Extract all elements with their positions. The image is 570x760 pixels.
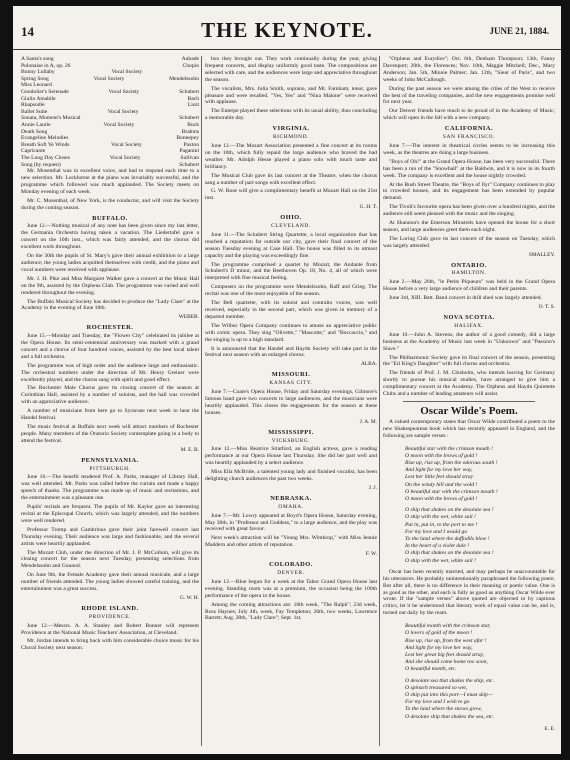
programme-piece: Sonata, Moment's Musical xyxy=(21,115,81,122)
paragraph: The music festival at Buffalo next week will attract numbers of Rochester people. Many members of the Oratorio Society contemplate going in a body to attend the festival. xyxy=(21,424,199,444)
programme-row xyxy=(21,69,199,76)
programme-piece: Death Song xyxy=(21,128,48,135)
correspondent-signature: J. A. M. xyxy=(359,418,377,425)
masthead xyxy=(13,10,561,50)
programme-row xyxy=(21,135,199,142)
poem-line: Beautiful star with the crimson mouth ! xyxy=(405,445,493,452)
section-heading: MISSISSIPPI. xyxy=(268,428,314,436)
programme-performer: Vocal Society xyxy=(107,108,139,115)
paragraph: Composers on the programme were Mendelssohn, Raff and Grieg. The recital was one of the most enjoyable of the season. xyxy=(205,284,377,298)
paragraph: On the 30th the pupils of St. Mary's gave their annual exhibition to a large audience; the young ladies acquitted themselves with credit, and the piano and vocal numbers were received with applause. xyxy=(21,253,199,273)
poem-line: And she should come home too soon, xyxy=(405,659,488,666)
paragraph: June 2.—May 26th, "le Petits Piqueurs" was held in the Grand Opera House before a very large audience of children and their parents. xyxy=(383,279,555,293)
paragraph: June 10.—John A. Stevens, the author of a good comedy, did a large business at the Academy of Music last week in "Unknown" and "Passion's Slave." xyxy=(383,331,555,352)
programme-performer xyxy=(68,135,176,142)
paragraph: The programme comprised a quartet by Mozart, the Andante from Schubert's D minor, and the Beethoven Op. 18, No. 4, all of which were interpreted with fine musical feeling. xyxy=(205,261,377,282)
city-heading: HAMILTON. xyxy=(451,270,487,277)
paragraph: June 7.—Mr. Lowry appeared at Boyd's Opera House, Saturday evening, May 30th, in "Professor and Goddess," to a large audience, and the play was received with great favour. xyxy=(205,512,377,533)
paragraph: The Loring Club gave its last concert of the season on Tuesday, which was largely attended. xyxy=(383,235,555,249)
newspaper-page xyxy=(13,6,561,754)
correspondent-signature: G. W. H. xyxy=(179,594,199,601)
city-heading: RICHMOND. xyxy=(272,134,310,141)
programme-piece: Gondolier's Serenade xyxy=(21,88,69,95)
paragraph: The Tivoli's favourite opera has been given over a hundred nights, and the audience still seem pleased with the music and the singing. xyxy=(383,204,555,218)
programme-row xyxy=(21,89,199,96)
programme-composer: Paxton xyxy=(183,141,199,148)
column-3 xyxy=(383,56,555,746)
section-heading: RHODE ISLAND. xyxy=(81,604,139,612)
poem-line: O ship that shakes on the desolate sea ! xyxy=(405,507,494,514)
paragraph: The vocalists, Mrs. Julia Smith, soprano, and Mr. Farnham, tenor, gave pleasure and were recalled. "Yes, Yes" and "Nina Malone" were received with applause. xyxy=(205,85,377,106)
section-heading: VIRGINIA. xyxy=(272,125,310,133)
continued-text xyxy=(383,56,555,122)
correspondent-signature: G. H. T. xyxy=(359,204,377,211)
paragraph: The friends of Prof. J. M. Chisholm, who intends leaving for Germany shortly to pursue his musical studies, have arranged to give him a complimentary concert at the Academy. The Orpheus and Haydn Quintette Clubs and a number of leading amateurs will assist. xyxy=(383,370,555,398)
paragraph: The Rochester Male Chorus gave its closing concert of the season at Corinthian Hall, assisted by a number of soloists, and the hall was crowded with an appreciative audience. xyxy=(21,385,199,406)
paragraph: Mr. J. H. Pike and Miss Margaret Walker gave a concert at the Music Hall on the 9th, assisted by the Orpheus Club. The programme was varied and well rendered throughout the evening. xyxy=(21,275,199,296)
paragraph: Pupils' recitals are frequent. The pupils of Mr. Kaylor gave an interesting recital at the Episcopal Church, which was largely attended, and the numbers were well rendered. xyxy=(21,504,199,524)
section-rule xyxy=(403,401,535,402)
paragraph: June 12.—Messrs. A. A. Stanley and Robert Bonner will represent Providence at the National Music Teachers' Association, at Cleveland. xyxy=(21,622,199,636)
paragraph: June 12.—Miss Beatrice Stratford, an English actress, gave a reading performance at our Opera House last Thursday. She did her part well and was heartily applauded by a select audience. xyxy=(205,446,377,467)
programme-composer: Bach xyxy=(187,95,199,102)
poem-line: To the land where the daffodils blow ! xyxy=(405,536,490,543)
column-2 xyxy=(205,56,377,746)
programme-composer: Aubade xyxy=(181,56,199,62)
city-heading: PROVIDENCE. xyxy=(88,613,132,620)
paragraph: "Orpheus and Eurydice"; Oct. 6th, Denham Thompson; 13th, Fanny Davenport; 20th, the Florences; Nov. 10th, Maggie Mitchell; Dec., Mary Anderson; Jan. 5th, Minnie Palmer; Jan. 12th, "Sieur of Paris", and two weeks of John McCullough. xyxy=(383,56,555,83)
paragraph: box they brought out. They work continually during the year, giving frequent concerts, and display uniformly good taste. The compositions are selected with care, and the audiences were large and appreciative throughout the season. xyxy=(205,56,377,83)
programme-composer: Paganini xyxy=(179,148,199,155)
programme-notes xyxy=(21,168,199,211)
programme-composer: Schubert xyxy=(179,115,199,122)
paragraph: The Euterpe played these selections with its usual ability, thus concluding a memorable day. xyxy=(205,108,377,122)
poem-line: And light for my love her way, xyxy=(405,467,473,474)
paragraph: Miss Ella McBride, a talented young lady and finished vocalist, has been delighting church audiences the past two weeks. xyxy=(205,469,377,483)
paragraph: Among the coming attractions are: 16th week, "The Ralph"; 23d week, Ross Haynes; July 4th, week, Fay Templeton; 26th, two weeks, Lawrence Barrett; Aug. 28th, "Lady Clare"; Sept. 1st. xyxy=(205,601,377,622)
city-heading: SAN FRANCISCO. xyxy=(442,134,496,141)
programme-performer xyxy=(81,115,180,122)
programme-composer: Liszt xyxy=(187,102,199,109)
programme-row xyxy=(21,129,199,136)
programme-performer xyxy=(45,102,188,109)
paragraph: Next week's attraction will be "Young Mrs. Winthrop," with Miss Jennie Maddern and other artists of reputation. xyxy=(205,535,377,549)
programme-composer: Chopin xyxy=(182,62,199,69)
paragraph: Mr. Jordan intends to bring back with him considerable choice music for his Choral Society next season. xyxy=(21,638,199,652)
programme-piece: Giulio Amabile xyxy=(21,95,56,102)
poem-line: Rise up, rise up, from the odorous south ! xyxy=(405,460,498,466)
programme-composer: Brahms xyxy=(181,128,199,135)
poem-line: O desolate sea that shakes the ship, etc. xyxy=(405,677,495,684)
programme-performer xyxy=(45,148,179,155)
section-pennsylvania xyxy=(21,458,199,602)
programme-piece: Capricante xyxy=(21,148,46,155)
programme-row xyxy=(21,82,199,89)
programme-row xyxy=(21,122,199,129)
section-ohio xyxy=(205,215,377,368)
poem-line: Lest her little feet should stray xyxy=(405,474,474,481)
paragraph: On June 9th, the Female Academy gave their annual musicale, and a large number of friends attended. The young ladies showed careful training, and the entertainment was a great success. xyxy=(21,572,199,593)
paragraph: At the Bush Street Theatre, the "Boys of Ilyr" Company continues to play to crowded houses, and its engagement has been extended by popular demand. xyxy=(383,181,555,202)
programme-piece: Annie Laurie xyxy=(21,121,51,128)
correspondent-signature: M. E. B. xyxy=(180,446,199,453)
paragraph: June 15.—Monday and Tuesday, the "Flower City" celebrated its jubilee at the Opera House. Its semi-centennial anniversary was marked with a grand concert and a chorus of four hundred voices, assisted by the best local talent and a full orchestra. xyxy=(21,333,199,360)
city-heading: VICKSBURG. xyxy=(271,437,311,444)
programme-row xyxy=(21,162,199,169)
city-heading: HALIFAX. xyxy=(454,322,484,329)
column-1 xyxy=(21,56,199,746)
paragraph: It is announced that the Handel and Haydn Society will take part in the festival next season with an enlarged chorus. xyxy=(205,345,377,359)
article-intro: A valued contemporary states that Oscar Wilde contributed a poem to the new Shakespearean book which has recently appeared in England, and the following are sample verses : xyxy=(383,418,555,439)
city-heading: PITTSBURGH. xyxy=(89,465,131,472)
section-mississippi xyxy=(205,430,377,492)
section-rochester xyxy=(21,325,199,453)
page-number: 14 xyxy=(21,24,34,39)
section-nova-scotia xyxy=(383,315,555,398)
correspondent-signature: O. T. S. xyxy=(538,304,555,311)
continued-text xyxy=(205,56,377,122)
correspondent-signature: ALBA. xyxy=(360,361,377,368)
programme-composer: Schubert xyxy=(179,161,199,168)
poem-line: On the windy hill and the wold ! xyxy=(405,481,478,488)
section-heading: BUFFALO. xyxy=(92,214,128,222)
article-title: Oscar Wilde's Poem. xyxy=(420,404,518,417)
paragraph: June 12.—Nothing musical of any note has been given since my last letter, the Germania Orchestra having taken a vacation. The Liedertafel gave a concert on the 10th inst., which was fairly attended, and the chorus did excellent work throughout. xyxy=(21,223,199,251)
paragraph: June 7.—The interest in theatrical circles seems to be increasing this week, as the theatres are doing a large business. xyxy=(383,142,555,156)
programme-row xyxy=(21,96,199,103)
column-divider xyxy=(379,56,380,746)
paragraph: Mr. Mosenthal was in excellent voice, and had to respond each time to a new selection. Mr. Lockhorne at the piano was invariably successful, and the programme which followed was much applauded. The Society meets on Monday evening of each week. xyxy=(21,168,199,195)
programme-piece: The Long Day Closes xyxy=(21,154,70,161)
paragraph: June 12.—Blue begun for a week at the Tabor Grand Opera House last evening. Standing room was at a premium, the occasion being the 100th performance of the opera in the house. xyxy=(205,578,377,599)
programme-performer xyxy=(61,162,179,169)
poem-line: For my love and I would go xyxy=(405,528,468,535)
paragraph: June 3rd, XIII. Batt. Band concert in drill shed was largely attended. xyxy=(389,295,542,302)
programme-row xyxy=(21,102,199,109)
programme-performer: Vocal Society xyxy=(109,154,141,161)
programme-composer: Schubert xyxy=(179,88,199,95)
section-heading: ROCHESTER. xyxy=(86,324,134,332)
section-colorado xyxy=(205,562,377,622)
programme-composer: Bonnepey xyxy=(176,135,199,142)
paragraph: The Buffalo Musical Society has decided to produce the "Lady Clare" at the Academy in the evening of June 18th. xyxy=(21,298,199,312)
paragraph: Our Denver friends have much to be proud of in the Academy of Music, which will open in the fall with a new company. xyxy=(383,108,555,122)
programme-row xyxy=(21,63,199,70)
programme-row xyxy=(21,76,199,83)
correspondent-signature: WEBER. xyxy=(178,314,199,321)
paragraph: A number of musicians from here go to Syracuse next week to hear the Handel festival. xyxy=(21,408,199,422)
programme-composer: Buck xyxy=(187,121,199,128)
poem-line: O beautiful month, etc. xyxy=(405,666,457,673)
poem-line: Put in, put in, to the port to me ! xyxy=(405,521,478,528)
section-ontario xyxy=(383,263,555,311)
programme-performer: Vocal Society xyxy=(111,141,142,148)
poem-line: For my love and I wish to go xyxy=(405,699,470,706)
correspondent-signature: F. W. xyxy=(365,551,377,558)
programme-performer xyxy=(52,82,199,89)
section-nebraska xyxy=(205,496,377,558)
programme-performer: Vocal Society xyxy=(111,69,143,76)
stanza-gap xyxy=(383,721,555,725)
programme-performer: Vocal Society xyxy=(108,88,140,95)
poem-line: In the heart of a violet dale ! xyxy=(405,543,470,550)
programme-performer: Vocal Society xyxy=(93,75,125,82)
poem-line: Lest her great big feet should stray, xyxy=(405,652,485,658)
section-rhode-island xyxy=(21,606,199,652)
section-heading: OHIO. xyxy=(280,214,302,222)
programme-piece: Ballet Suite xyxy=(21,108,48,115)
concert-programme xyxy=(21,56,199,168)
paragraph: During the past season we were among the cities of the West to receive the best of the traveling companies, and the new engagements promise well for next year. xyxy=(383,85,555,106)
section-heading: NEBRASKA. xyxy=(270,494,312,502)
programme-performer xyxy=(56,96,188,103)
section-heading: COLORADO. xyxy=(269,561,313,569)
paragraph: June 11.—The Schubert String Quartette, a local organization that has reached a reputation far outside our city, gave their final concert of the season Tuesday evening at Case Hall. The house was filled to its utmost capacity and the playing was exceedingly fine. xyxy=(205,231,377,259)
paragraph: The Bell quartette, with its soloist and contralto voices, was well received, especially in the second part, which was given in memory of a departed member. xyxy=(205,300,377,320)
paragraph: June 7.—Coate's Opera House, Friday and Saturday evenings, Gilmore's famous band gave two concerts to large audiences, and the musicians were heartily applauded. This closes the engagements for the season at these houses. xyxy=(205,389,377,416)
section-heading: MISSOURI. xyxy=(271,371,311,379)
issue-date: JUNE 21, 1884. xyxy=(489,26,549,36)
programme-piece: Polonaise in A, op. 26 xyxy=(21,62,71,69)
poem-line: O spinach treasured so wet, xyxy=(405,684,468,691)
poem-line: O lovers of gold of the moon ! xyxy=(405,630,473,637)
article-body: Oscar has been recently married, and may perhaps be unaccountable for his utterances. He probably unintentionally paraphrased the following poem. But after all, there is no difference in their meaning or poetic value. One is as good as the other, and each is fully as good as anything Oscar Wilde ever wrote. If the "sample verses" above quoted are objected to by captious critics, let it be understood that literary work of equal value can be, and is, turned out daily by the ream. xyxy=(383,568,555,617)
column-divider xyxy=(201,56,202,746)
programme-performer xyxy=(54,56,182,63)
paragraph: Professor Tromp and Gambrinus gave their joint farewell concert last Thursday evening. Their audience was large and fashionable, and the several artists were heartily applauded. xyxy=(21,526,199,547)
paragraph: June 16.—The benefit tendered Prof. A. Parks, manager of Library Hall, was well attended. Mr. Parks was called before the curtain and made a happy speech of thanks. The programme was made up of music and recitations, and the entertainment was a pleasant one. xyxy=(21,474,199,502)
paragraph: G. W. Rose will give a complimentary benefit at Mozart Hall on the 21st inst. xyxy=(205,188,377,202)
poem-line: Rise up, rise up, from the west afar ! xyxy=(405,637,487,644)
paragraph: At Shannon's the Emerson Minstrels have opened the house for a short season, and large audiences greet them each night. xyxy=(383,220,555,233)
article-oscar-wilde-poem xyxy=(383,404,555,733)
programme-performer xyxy=(70,63,182,70)
section-california xyxy=(383,126,555,258)
section-heading: NOVA SCOTIA. xyxy=(443,314,495,321)
city-heading: DENVER. xyxy=(277,570,305,576)
poem-line: O ship with the wet, white sail ! xyxy=(405,557,476,564)
programme-piece: Rhapsodie xyxy=(21,102,45,109)
programme-composer: Sullivan xyxy=(180,154,199,161)
paragraph: "Boys of Oh!" at the Grand Opera House, has been very successful. There has been a run of the "Snowball" at the Baldwin, and it is now in its fourth week. The company is excellent and the house nightly crowded. xyxy=(383,158,555,179)
article-signature: E. E. xyxy=(544,725,555,732)
programme-piece: A Santa's song xyxy=(21,56,54,62)
poem-line: O ship with the wet, white sail ! xyxy=(405,514,476,521)
correspondent-signature: J. J. xyxy=(368,484,377,491)
city-heading: KANSAS CITY. xyxy=(269,380,313,387)
programme-row xyxy=(21,115,199,122)
section-buffalo xyxy=(21,216,199,322)
paragraph: The Wilbur Opera Company continues to amuse an appreciative public with comic opera. They sing "Olivette," "Mascotte," and "Boccaccio," and the singing is up to a high standard. xyxy=(205,322,377,343)
poem-line: O moon with the brows of gold ! xyxy=(405,496,478,503)
page-title: THE KEYNOTE. xyxy=(201,18,373,42)
programme-piece: Bunny Lullaby xyxy=(21,69,55,76)
city-heading: CLEVELAND. xyxy=(271,223,311,230)
section-heading: CALIFORNIA. xyxy=(444,125,494,133)
poem-line: And light for my love her way, xyxy=(405,644,473,651)
poem-line: To the land where the snows grow, xyxy=(405,706,482,713)
programme-piece: Spring Song xyxy=(21,75,49,82)
programme-performer xyxy=(47,129,181,136)
paragraph: Mr. C. Mosenthal, of New York, is the conductor, and will visit the Society during the coming season. xyxy=(21,197,199,211)
poem-line: O moon with the brows of gold ! xyxy=(405,452,478,459)
section-heading: PENNSYLVANIA. xyxy=(81,456,139,464)
poem-line: O ship put into this port—I must skip— xyxy=(405,692,493,699)
programme-row xyxy=(21,109,199,116)
correspondent-signature: SMALLEY. xyxy=(528,251,555,258)
programme-piece: Miss Leonard xyxy=(21,82,52,89)
poem-line: Beautiful month with the crimson star, xyxy=(405,623,491,630)
poem-line: O desolate ship that shakes the sea, etc. xyxy=(405,713,495,720)
paragraph: June 12.—The Mozart Association presented a fine concert at its rooms on the 10th, which fully repaid the large audience who braved the bad weather. Mr. Adolph Hesse played a piano solo with much taste and brilliancy. xyxy=(205,142,377,170)
paragraph: The Musical Club gave its last concert at the Theatre, when the chorus sang a number of part songs with excellent effect. xyxy=(205,172,377,186)
programme-performer: Vocal Society xyxy=(103,121,135,128)
section-missouri xyxy=(205,372,377,425)
paragraph: The Philharmonic Society gave its final concert of the season, presenting the "Erl King's Daughter" with full chorus and orchestra. xyxy=(383,354,555,368)
programme-piece: Breath Soft Ye Winds xyxy=(21,141,70,148)
programme-row xyxy=(21,155,199,162)
programme-row xyxy=(21,142,199,149)
programme-composer: Mendelssohn xyxy=(169,75,199,82)
paragraph: The programme was of high order and the audience large and enthusiastic. The orchestral numbers under the direction of Mr. Henry Greiner were excellently played, and the chorus sang with spirit and good effect. xyxy=(21,362,199,383)
city-heading: OMAHA. xyxy=(278,503,304,510)
section-heading: ONTARIO. xyxy=(451,261,487,269)
programme-row xyxy=(21,148,199,155)
programme-piece: Song (by request) xyxy=(21,161,61,168)
paragraph: The Mozart Club, under the direction of Mr. J. P. McCollum, will give its closing concert for the season next Tuesday, presenting selections from Mendelssohn and Gounod. xyxy=(21,549,199,570)
poem-line: O ship that shakes on the desolate sea ! xyxy=(405,550,494,557)
programme-row xyxy=(21,56,199,63)
programme-piece: Evangeline Melodies xyxy=(21,135,69,142)
poem-line: O beautiful star with the crimson mouth ! xyxy=(405,488,498,495)
section-virginia xyxy=(205,126,377,211)
